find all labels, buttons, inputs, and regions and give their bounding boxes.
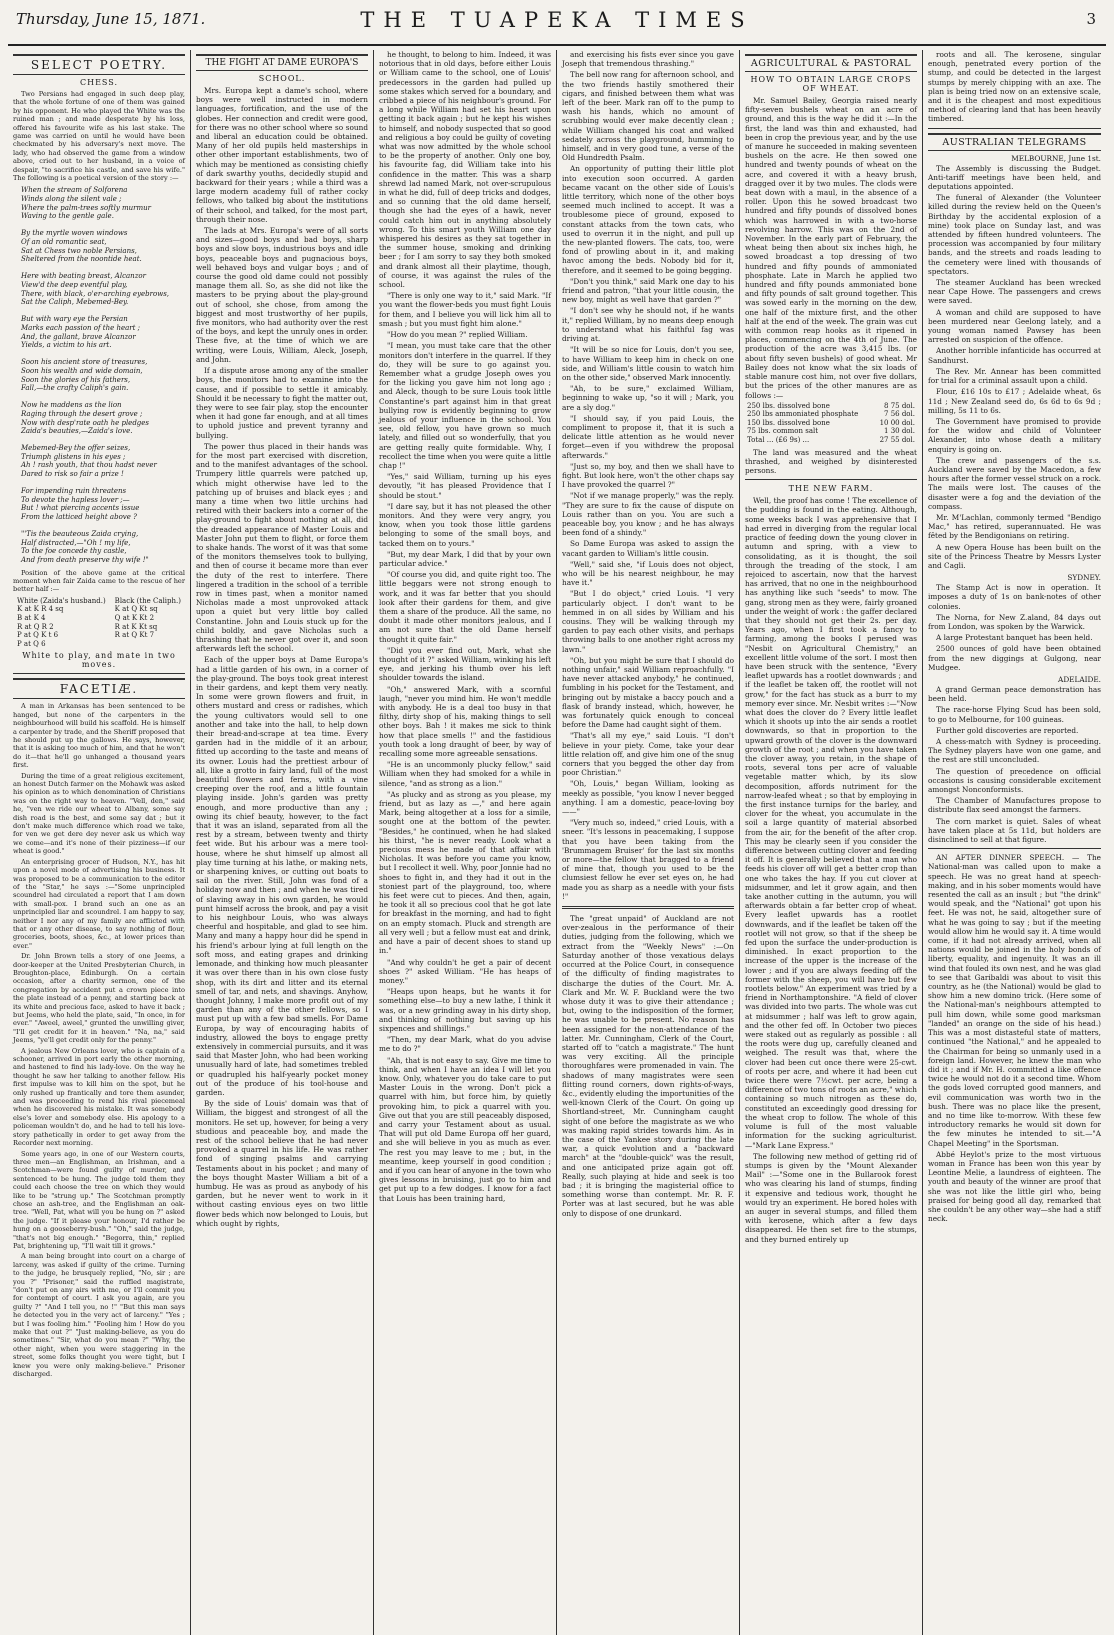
cost-cell: 10 00 dol. [879,418,915,427]
poem-line: From the latticed height above ? [21,513,137,522]
black-move: Q at K Kt 2 [114,614,155,622]
paragraph: "Did you ever find out, Mark, what she thought of it ?" asked William, winking his left eye, and jerking his thumb over his left shoulder towards the island. [379,645,551,683]
paragraph: The land was measured and the wheat thrashed, and weighed by disinterested persons. [745,447,917,476]
poem-title: CHESS. [79,78,118,87]
poem-line: Fall,—the crafty Caliph's gain. [21,384,129,393]
poem-line: And from death preserve thy wife !" [21,556,149,564]
wheat-article-end [745,448,917,476]
fight-article [196,86,368,1228]
poem-line: Marks each passion of the heart ; [21,323,141,332]
paragraph: "Don't you think," said Mark one day to his friend and patron, "that your little cousin, the new boy, might as well have that garden ?" [562,276,734,305]
paragraph: he thought, to belong to him. Indeed, it was notorious that in old days, before either Louis or William came to the school, one of Louis' predecessors in the garden had pulled up some stakes which served for a boundary, and cribbed a piece of his neighbour's ground. For a long while William had set his heart upon getting it back again ; but he kept his wishes to himself, and nobody suspected that so good and religious a boy could be guilty of coveting what was now admitted by the whole school to be the property of another. Only one boy, his favourite fag, did William take into his confidence in the matter. This was a sharp shrewd lad named Mark, not over-scrupulous in what he did, full of deep tricks and dodges, and so cunning that the old dame herself, though she had the eyes of a hawk, never could catch him out in anything absolutely wrong. To this smart youth William one day whispered his desires as they sat together in the summer house, smoking and drinking beer ; for I am sorry to say they both smoked and drank almost all their playtime, though, of course, it was against the rules of the school. [379,50,551,290]
adelaide-dateline: ADELAIDE. [1058,674,1101,684]
masthead [8,0,1106,46]
white-move: K at K R 4 sq [17,605,64,614]
paragraph: "Just so, my boy, and then we shall have to fight. But look here, won't the other chaps say I have provoked the quarrel ?" [562,461,734,490]
manure-costs-table [745,402,917,445]
fight-article-continued [379,50,551,1203]
paragraph: Mr. Samuel Bailey, Georgia raised nearly fifty-seven bushels wheat on an acre of ground, and this is the way he did it :—In the first, the land was thin and exhausted, had been in crop the previous year, and by the use of manure he succeeded in making seventeen bushels on the acre. He then sowed one hundred and twenty pounds of wheat on the acre, and covered it with a heavy brush, dragged over it by two mules. The clods were beat down with a maul, in the absence of a roller. Upon this he sowed broadcast two hundred and fifty pounds of dissolved bones which was harrowed in with a two-horse revolving harrow. This was on the 2nd of November. In the early part of February, the wheat being then about six inches high, he sowed broadcast a top dressing of two hundred and fifty pounds of ammoniated phosphate. Late in March he applied two hundred and fifty pounds ammoniated bone and fifty pounds of salt ground together. This was sowed early in the morning on the dew, one half of the mixture first, and the other half at the end of the week. The grain was cut with common reap hooks as it ripened in places, commencing on the 4th of June. The production of the acre was 3,415 lbs. (or about fifty seven bushels) of good wheat. Mr Bailey does not know what the six loads of stable manure cost him, not over five dollars, but the prices of the other manures are as follows :— [745,96,917,400]
poem-line: Here with beating breast, Alcanzor [21,272,146,281]
poem-line: Raging through the desert grove ; [21,409,143,418]
telegram-item: The Government have promised to provide for the widow and child of Volunteer Alexander, into whose death a military enquiry is going on. [928,416,1101,454]
cost-cell: 7 56 dol. [884,410,915,419]
paragraph: "Well," said she, "if Louis does not object, who will be his nearest neighbour, he may have it." [562,559,734,588]
table-row [745,436,917,445]
paragraph: Each of the upper boys at Dame Europa's had a little garden of his own, in a corner of the play-ground. The boys took great interest in their gardens, and kept them very neatly. In some were grown flowers and fruit, in others mustard and cress or radishes, which the young cultivators would sell to one another and take into the hall, to help down their bread-and-scrape at tea time. Every garden had in the middle of it an arbour, fitted up according to the taste and means of its owner. Louis had the prettiest arbour of all, like a grotto in fairy land, full of the most beautiful flowers and ferns, with a vine creeping over the roof, and a little fountain playing inside. John's garden was pretty enough, and more productive than any ; owing its chief beauty, however, to the fact that it was an island, separated from all the rest by a stream, between twenty and thirty feet wide. But his arbour was a mere tool-house, where he shut himself up almost all play time turning at his lathe, or making nets, or sharpening knives, or cutting out boats to sail on the river. Still, John was fond of a holiday now and then ; and when he was tired of slaving away in his own garden, he would punt himself across the brook, and pay a visit to his neighbour Louis, who was always cheerful and hospitable, and glad to see him. Many and many a happy hour did he spend in his friend's arbour lying at full length on the soft moss, and eating grapes and drinking lemonade, and thinking how much pleasanter it was over there than in his own close fusty shop, with its dirt and litter and its eternal smell of tar, and nets, and shavings. Anyhow, thought Johnny, I make more profit out of my garden than any of the other fellows, so I must put up with a few bad smells. For Dame Europa, by way of encouraging habits of industry, allowed the boys to engage pretty extensively in commercial pursuits, and it was said that Master John, who had been working unusually hard of late, had sometimes trebled or quadrupled his half-yearly pocket money out of the produce of his tool-house and garden. [196,655,368,1097]
poem-line: Sheltered from the noontide heat. [21,255,142,264]
telegram-item: A woman and child are supposed to have been murdered near Geelong lately, and a young woman named Pawsey has been arrested on suspicion of the offence. [928,307,1101,345]
black-moves [115,605,181,648]
paragraph: The power thus placed in their hands was for the most part exercised with discretion, and to the manifest advantages of the school. Trumpery little quarrels were patched up, which might otherwise have led to the patching up of bruises and black eyes ; and many a time when two little urchins had retired with their backers into a corner of the play-ground to fight about nothing at all, did the dreaded appearance of Master Louis and Master John put them to flight, or force them to shake hands. The worst of it was that some of the monitors themselves took to bullying, and then of course it became more than ever the duty of the rest to interfere. There lingered a tradition in the school of a terrible row in times past, when a monitor named Nicholas made a most unprovoked attack upon a quiet but very little boy called Constantine. John and Louis stuck up for the child boldly, and gave Nicholas such a thrashing that he never got over it, and soon afterwards left the school. [196,441,368,654]
paragraph: "Very much so, indeed," cried Louis, with a sneer. "It's lessons in peacemaking, I suppose that you have been taking from the 'Brummagem Bruiser' for the last six months or more—the fellow that bragged to a friend of mine that, though you used to be the clumsiest fellow he ever set eyes on, he had made you as sharp as a needle with your fists !" [562,818,734,901]
telegram-item: The steamer Auckland has been wrecked near Cape Howe. The passengers and crews were saved. [928,278,1101,306]
black-move: K at Q Kt sq [114,605,158,614]
poem-line: But with wary eye the Persian [21,315,128,324]
facetiae-item: Dr. John Brown tells a story of one Jeems, a door-keeper at the United Presbyterian Church, in Broughton-place, Edinburgh. On a certain occasion, after a charity sermon, one of the congregation by accident put a crown piece into the plate instead of a penny, and starting back at its white and precious face, asked to have it back ; but Jeems, who held the plate, said, "In once, in for ever." "Aweel, aweel," grunted the unwilling giver, "I'll get credit for it in heaven." "Na, na," said Jeems, "ye'll get credit only for the penny." [13,952,185,1045]
paragraph: "I should say, if you paid Louis, the compliment to propose it, that it is such a delicate little attention as he would never forget—even if you withdrew the proposal afterwards." [562,413,734,460]
paragraph: The following new method of getting rid of stumps is given by the "Mount Alexander Mail" :—"Some one in the Bullarook forest who was clearing his land of stumps, finding it expensive and tedious work, thought he would try an experiment. He bored holes with an auger in several stumps, and filled them with kerosene, which after a few days disappeared. He then set fire to the stumps, and they burned entirely up [745,1151,917,1244]
paragraph: "Ah, that is not easy to say. Give me time to think, and when I have an idea I will let you know. Only, whatever you do take care to put Master Louis in the wrong. Don't pick a quarrel with him, but force him, by quietly provoking him, to pick a quarrel with you. Give out that you are still peaceably disposed, and carry your Testament about as usual. That will put old Dame Europa off her guard, and she will believe in you as much as ever. The rest you may leave to me ; but, in the meantime, keep yourself in good condition ; and if you can hear of anyone in the town who gives lessons in bruising, just go to him and get put up to a few dodges. I know for a fact that Louis has been training hard, [379,1055,551,1203]
item-cell: 250 lbs. dissolved bone [747,401,830,410]
paragraph: "That's all my eye," said Louis. "I don't believe in your piety. Come, take your dear little relation off, and give him one of the snug corners that you begged the other day from poor Christian." [562,731,734,778]
paragraph: "He is an uncommonly plucky fellow," said William when they had smoked for a while in silence, "and as strong as a lion." [379,760,551,788]
chess-result: White to play, and mate in two moves. [22,651,176,670]
new-farm-article [745,496,917,1243]
poem-line [21,436,185,445]
paragraph: Well, the proof has come ! The excellence of the pudding is found in the eating. Although, some weeks back I was apprehensive that I had erred in diverging from the regular local practice of feeding down the young clover in autumn and spring, with a view to consolidating, as it is thought, the soil through the treading of the stock, I am rejoiced to ascertain, now that the harvest has arrived, that no one in the neighbourhood has anything like such "seeds" to mow. The gang, strong men as they were, fairly groaned under the weight of work : the gaffer declared that they should not get their 2s. per day. Years ago, when I first took a fancy to farming, among the books I perused was "Nesbit on Agricultural Chemistry," an excellent little volume of the sort. I most then have been struck with the sentence, "Every leaflet upwards has a rootlet downwards ; and if the leaflet be taken off, the rootlet will not grow," for the fact has stuck as a burr to my memory ever since. Mr. Nesbit writes :—"Now what does the clover do ? Every little leaflet which it shoots up into the air sends a rootlet downwards, so that in proportion to the upward growth of the clover is the downward growth of the root ; and when you have taken the clover away, you retain, in the shape of roots, several tons per acre of valuable vegetable matter which, by its slow decomposition, affords nutriment for the narrow-leafed wheat ; so that by employing in the first instance turnips for the barley, and clover for the wheat, you accumulate in the soil a large quantity of material absorbed from the air, for the benefit of the after crop. This may be clearly seen if you consider the difference between cutting clover and feeding it off. It is generally believed that a man who feeds his clover off will get a better crop than one who takes the hay. If you cut clover at midsummer, and let it grow again, and then take another cutting in the autumn, you will afterwards obtain a far better crop of wheat. Every leaflet upwards has a rootlet downwards, and if the leaflet be taken off the rootlet will not grow, so that if the sheep be fed upon the surface the under-production is diminished. In exact proportion to the increase of the upper is the increase of the lower ; and if you are always feeding off the former with the sheep, you will have but few rootlets below." An experiment was tried by a friend in Northamptonshire. "A field of clover was divided into two parts. The whole was cut at midsummer ; half was left to grow again, and the other fed off. In October two pieces were staked out as regularly as possible : all the roots were dug up, carefully cleaned and weighed. The result was that, where the clover had been cut once there were 25-cwt. of roots per acre, and where it had been cut twice there were 7½cwt. per acre, being a difference of two tons of roots an acre," which containing so much nitrogen as these do, constituted an exceedingly good dressing for the wheat crop to follow. The whole of this volume is full of the most valuable information for the sucking agriculturist.—"Mark Lane Express." [745,496,917,1150]
agricultural-heading: AGRICULTURAL & PASTORAL [745,54,917,72]
black-move: R at Q Kt 7 [114,631,155,640]
telegram-item: The question of precedence on official occasions is causing considerable excitement amongst Nonconformists. [928,766,1101,795]
table-row [745,427,917,436]
columns [8,50,1106,1635]
poem-line: Soon the glories of his fathers, [21,375,131,384]
facetiae-heading: FACETIÆ. [13,678,185,699]
stumps-article-end [928,50,1101,124]
newspaper-title: THE TUAPEKA TIMES [360,8,754,32]
poem-line: By the myrtle woven windows [21,229,128,238]
paragraph: "And why couldn't he get a pair of decent shoes ?" asked William. "He has heaps of money." [379,957,551,985]
poem-line [21,307,185,316]
poem-line: Waving to the gentle gale. [21,212,114,221]
telegram-item: A large Protestant banquet has been held. [936,633,1093,643]
paragraph: "But I do object," cried Louis. "I very particularly object. I don't want to be hemmed in on all sides by William and his cousins. They will be walking through my garden to pay each other visits, and perhaps throwing balls to one another right across my lawn." [562,589,734,654]
column-5 [740,50,923,1635]
item-cell: 150 lbs. dissolved bone [747,418,830,427]
poem-line: Now with desp'rate oath he pledges [21,418,150,427]
paragraph: The lads at Mrs. Europa's were of all sorts and sizes—good boys and bad boys, sharp boys and slow boys, industrious boys and idle boys, peaceable boys and pugnacious boys, well behaved boys and vulgar boys ; and of course the good old dame could not possibly manage them all. So, as she did not like the masters to be prying about the play-ground out of school, she chose, from among the biggest and most trustworthy of her pupils, five monitors, who had authority over the rest of the boys, and kept the unruly ones in order. These five, at the time of which we are writing, were Louis, William, Aleck, Joseph, and John. [196,226,368,364]
paragraph: "Oh, but you might be sure that I should do nothing unfair," said William reproachfully. "I have never attacked anybody," he continued, fumbling in his pocket for the Testament, and bringing out by mistake a baccy pouch and a flask of brandy instead, which, however, he was fortunately quick enough to conceal before the Dame had caught sight of them. [562,655,734,730]
page-number: 3 [1086,10,1096,28]
item-cell: 75 lbs. common salt [747,427,819,436]
telegram-item: The Stamp Act is now in operation. It imposes a duty of 1s on bank-notes of other colonies. [928,583,1101,611]
after-dinner-speech-article [928,853,1101,1223]
poem-line: Triumph glistens in his eyes ; [21,452,126,461]
adelaide-telegrams [928,685,1101,844]
poem-line [21,221,185,230]
table-row [745,402,917,411]
poem-line: To devote the hapless lover ;— [21,495,130,504]
white-move: R at Q R 2 [17,622,54,631]
poem-line: And, the gallant, brave Alcanzor [21,332,136,341]
telegram-item: A chess-match with Sydney is proceeding. The Sydney players have won one game, and the rest are still unconcluded. [928,737,1101,765]
cost-cell: 1 30 dol. [884,427,915,436]
column-6 [923,50,1106,1635]
telegram-item: A new Opera House has been built on the site of the Princess Theatre by Messrs Lyster and Cagli. [928,542,1101,570]
paragraph: "How do you mean ?" replied William. [387,330,528,340]
new-farm-subheading: THE NEW FARM. [788,484,874,494]
paragraph: "It will be so nice for Louis, don't you see, to have William to keep him in check on one side, and William's little cousin to watch him on the other side," observed Mark innocently. [562,345,734,382]
telegram-item: A grand German peace demonstration has been held. [928,684,1101,704]
telegram-item: The crew and passengers of the s.s. Auckland were saved by the Macedon, a few hours after the former vessel struck on a rock. The mails were lost. The causes of the disaster were a fog and the deviation of the compass. [928,455,1101,511]
poem-line: When the stream of Solforena [21,186,128,195]
sydney-telegrams [928,583,1101,672]
facetiae-item: During the time of a great religious excitement, an honest Dutch farmer on the Mohawk was asked his opinion as to which denomination of Christians was on the right way to heaven. "Vell, den," said he, "ven we ride our wheat to Albany, some say dish road is the best, and some say dat ; but it don't make much difference which road we take, for ven we get dere dey never ask us which way we come—and it's none of their pizziness—if our wheat is good." [13,771,185,856]
poem-intro: Two Persians had engaged in such deep play, that the whole fortune of one of them was gained by his opponent. He who played the White was the ruined man ; and made desperate by his loss, offered his favourite wife as his last stake. The game was carried on until he would have been checkmated by his adversary's next move. The lady, who had observed the game from a window above, cried out to her husband, in a voice of despair, "to sacrifice his castle, and save his wife." The following is a poetical version of the story :— [13,90,185,183]
poem-line: "'Tis the beauteous Zaida crying, [21,530,139,539]
poem-line: Of an old romantic seat, [21,238,107,247]
poem-line: Sat at Chess two noble Persians, [21,246,137,255]
chess-position [17,597,181,649]
paragraph: If a dispute arose among any of the smaller boys, the monitors had to examine into the cause, and if possible to settle it amicably. Should it be necessary to fight the matter out, they were to see fair play, stop the encounter when it had gone far enough, and at all times to uphold justice and prevent tyranny and bullying. [196,366,368,440]
paragraph: "I dare say, but it has not pleased the other monitors. And they were very angry, you know, when you took those little gardens belonging to some of the small boys, and tacked them on to yours." [379,501,551,548]
select-poetry-heading: SELECT POETRY. [13,54,185,75]
poem-line: Zaida's beauties,—Zaida's love. [21,427,133,436]
poem-line: Ah ! rash youth, that thou hadst never [21,461,157,470]
telegram-item: The Assembly is discussing the Budget. Anti-tariff meetings have been held, and deputations appointed. [928,163,1101,192]
paragraph: The "great unpaid" of Auckland are not over-zealous in the performance of their duties, judging from the following, which we extract from the "Weekly News" :—On Saturday another of those vexatious delays occurred at the Police Court, in consequence of the difficulty of finding magistrates to discharge the duties of the Court. Mr. A. Clark and Mr. W. F. Buckland were the two whose duty it was to give their attendance ; but, owing to the indisposition of the former, he was unable to be present. No reason has been assigned for the non-attendance of the latter. Mr. Cunningham, Clerk of the Court, started off to "catch a magistrate." The hunt was very exciting. All the principle thoroughfares were promenaded in vain. The shadows of many magistrates were seen flitting round corners, down rights-of-ways, &c., evidently eluding the importunities of the well-known Clerk of the Court. On going up Shortland-street, Mr. Cunningham caught sight of one before the magistrate as we who was making rapid strides towards him. As in the case of the Yankee story during the late war, a quick evolution and a "backward march" at the "double-quick" was the result, and one anticipated prize again got off. Really, such playing at hide and seek is too bad ; it is bringing the magisterial office to something worse than contempt. Mr. R. F. Porter was at last secured, but he was able only to dispose of one drunkard. [562,914,734,1218]
poem-line: Where the palm-trees softly murmur [21,203,152,212]
white-move: B at K 4 [17,614,46,622]
telegram-item: The Rev. Mr. Annear has been committed for trial for a criminal assault upon a child. [928,366,1101,386]
white-move: P at Q 6 [17,639,46,648]
telegram-item: The race-horse Flying Scud has been sold, to go to Melbourne, for 100 guineas. [928,705,1101,724]
poem-line: Soon his wealth and wide domain, [21,366,143,375]
paragraph: "Of course you did, and quite right too. The little beggars were not strong enough to work, and it was far better that you should look after their gardens for them, and give them a share of the produce. All the same, no doubt it made other monitors jealous, and I am not sure that the old Dame herself thought it quite fair." [379,570,551,644]
poem-line: For impending ruin threatens [21,487,127,496]
fight-article-conclusion [562,50,734,901]
facetiae-item: An enterprising grocer of Hudson, N.Y., has hit upon a novel mode of advertising his business. It was proposed to be a communication to the editor of the "Star," he says :—"Some unprincipled scoundrel had circulated a report that I am down with small-pox. I brand such an one as an unprincipled liar and scoundrel. I am happy to say, neither I nor any of my family are afflicted with that or any other disease, to say nothing of flour, groceries, boots, shoes, &c., at lower prices than ever." [13,857,185,950]
poem-line: Sat the Caliph, Mebemed-Bey. [21,298,129,307]
paragraph: "Then, my dear Mark, what do you advise me to do ?" [379,1035,551,1054]
paragraph: "I don't see why he should not, if he wants it," replied William, by no means deep enough to understand what his faithful fag was driving at. [562,306,734,344]
wheat-article [745,96,917,400]
paragraph: So Dame Europa was asked to assign the vacant garden to William's little cousin. [562,539,734,558]
paragraph: "There is only one way to it," said Mark. "If you want the flower-beds you must fight Louis for them, and I believe you will lick him all to smash ; but you must fight him alone." [379,291,551,328]
poem-line: There, with black, o'er-arching eyebrows, [21,289,170,298]
column-3 [374,50,557,1635]
paragraph: "Heaps upon heaps, but he wants it for something else—to buy a new lathe, I think it was, or a new grinding away in his dirty shop, and thinking of nothing but saving up his sixpences and shillings." [379,987,551,1033]
chess-position-note: Position of the above game at the critical moment when fair Zaida came to the rescue of her better half :— [13,568,185,594]
poem-line [21,264,185,273]
cost-cell: 8 75 dol. [884,401,915,410]
telegram-item: The corn market is quiet. Sales of wheat have taken place at 5s 11d, but holders are disinclined to sell at that figure. [928,816,1101,845]
item-cell: Total ... (£6 9s) ... [747,436,810,445]
paragraph: AN AFTER DINNER SPEECH. — The National-man was called upon to make a speech. He was no great hand at speech-making, and in his sober moments would have resented the call as an insult ; but "the drink" would speak, and the "National" got upon his feet. He was not, he said, altogether sure of what he was going to say ; but if the meeting would allow him he would say it. A time would come, if it had not already arrived, when all nations would be joined in the holy bonds of liberty, equality, and ingenuity. It was an ill wind that fouled its own nest, and he was glad to see that Garibaldi was about to visit this country, as he (the National) would be glad to show him a new domino trick. (Here some of the National-man's neighbours attempted to pull him down, while some good marksman "landed" an orange on the side of his head.) This was a most distasteful state of matters, continued "the National," and he appealed to the Chairman for being so unmanly used in a foreign land. However, he knew the man who did it ; and if Mr. H. committed a like offence twice he would not do it a second time. Whom the gods loved corrupted good manners, and evil communication was worth two in the bush. There was no place like the present, and no time like to-morrow. With these few introductory remarks he would sit down for the few minutes he intended to sit.—"A Chapel Meeting" in the Sportsman. [928,853,1101,1148]
sydney-dateline: SYDNEY. [1067,573,1101,583]
auckland-magistrates-article [562,914,734,1218]
telegram-item: 2500 ounces of gold have been obtained from the new diggings at Gulgong, near Mudgee. [928,644,1101,672]
telegram-item: Further gold discoveries are reported. [936,725,1079,735]
telegrams-heading: AUSTRALIAN TELEGRAMS [928,133,1101,151]
poem-line [21,522,185,531]
poem-line: View'd the deep eventful play, [21,281,128,289]
melbourne-dateline: MELBOURNE, June 1st. [1011,153,1101,163]
telegram-item: The funeral of Alexander (the Volunteer killed during the review held on the Queen's Birthday by the accidental explosion of a mine) took place on Sunday last, and was attended by fifteen hundred volunteers. The procession was accompanied by four military bands, and the streets and roads leading to the cemetery were lined with thousands of spectators. [928,193,1101,276]
paragraph: "As plucky and as strong as you please, my friend, but as lazy as —," and here again Mark, being altogether at a loss for a simile, sought one at the bottom of the pewter. "Besides," he continued, when he had slaked his thirst, "he is never ready. Look what a precious mess he made of that affair with Nicholas. It was before you came you know, but I recollect it well. Why, poor Jonnie had no shoes to fight in, and they had it out in the stoniest part of the playground, too, where his feet were cut to pieces. And then, again, he took it all so precious cool that he got late for breakfast in the morning, and had to fight on an empty stomach. Pluck and strength are all very well ; but a fellow must eat and drink, and have a pair of decent shoes to stand up in." [379,789,551,956]
facetiae-item: A man being brought into court on a charge of larceny, was asked if guilty of the crime. Turning to the judge, he brusquely replied, "No, sir ; are you ?" "Prisoner," said the ruffled magistrate, "don't put on any airs with me, or I'll commit you for contempt of court. I ask you again, are you guilty ?" "And I tell you, no !" "But this man says he detected you in the very act of larceny." "Yes ; but I was fooling him." "Fooling him ! How do you make that out ?" "Just making-believe, as you do sometimes." "Sir, what do you mean ?" "Why, the other night, when you were staggering in the street, some folks thought you were tight, but I knew you were only making-believe." Prisoner discharged. [13,1252,185,1379]
paragraph: Mrs. Europa kept a dame's school, where boys were well instructed in modern languages, fortification, and the use of the globes. Her connection and credit were good, for there was no other school where so sound and liberal an education could be obtained. Many of her old pupils held masterships in other other important establishments, two of which may be mentioned as consisting chiefly of dark swarthy youths, decidedly stupid and backward for their years ; while a third was a large modern academy full of rather cocky fellows, who talked big about the institutions of their school, and talked, for the most part, through their nose. [196,86,368,224]
poem-line: Soon his ancient store of treasures, [21,358,148,367]
telegram-item: Flour, £16 10s to £17 ; Adelaide wheat, 6s 11d ; New Zealand seed do, 6s 6d to 6s 9d ; milling, 5s 11 to 6s. [928,387,1101,415]
black-move: R at K Kt sq [114,622,158,631]
poem-line [21,350,185,359]
facetiae-item: A man in Arkansas has been sentenced to be hanged, but none of the carpenters in the neighbourhood will build his scaffold. He is himself a carpenter by trade, and the Sheriff proposed that he should put up the gallows. He says, however, that it is asking too much of him, and that he won't do it—that he'll go unhanged a thousand years first. [13,702,185,770]
telegram-item: The Chamber of Manufactures propose to distribute flax seed amongst the farmers. [928,796,1101,815]
paragraph: "Not if we manage properly," was the reply. "They are sure to fix the cause of dispute on Louis rather than on you. You are such a peaceable boy, you know ; and he has always been fond of a shindy." [562,491,734,538]
paragraph: "I mean, you must take care that the other monitors don't interfere in the quarrel. If they do, they will be sure to go against you. Remember what a grudge Joseph owes you for the licking you gave him not long ago ; and Aleck, though to be sure Louis took little Constantine's part against him in that great bullying row is evidently beginning to grow jealous of your influence in the school. You see, old fellow, you have grown so much lately, and filled out so wonderfully, that you are getting really quite formidable. Why, I recollect the time when you were quite a little chap !" [379,341,551,470]
poem-line: Winds along the silent vale ; [21,195,122,204]
poem-line: But ! what piercing accents issue [21,504,140,513]
black-label: Black (the Caliph.) [114,596,181,605]
poem-line [21,393,185,402]
column-1 [8,50,191,1635]
fight-heading: THE FIGHT AT DAME EUROPA'S [196,54,368,71]
column-2 [191,50,374,1635]
poem-line: Now he maddens as the lion [21,401,122,410]
paragraph: The bell now rang for afternoon school, and the two friends hastily smothered their cigars, and finished between them what was left of the beer. Mark ran off to the pump to wash his hands, which no amount of scrubbing would ever make decently clean ; while William changed his coat and walked sedately across the playground, humming to himself, and in very good tune, a verse of the Old Hundredth Psalm. [562,70,734,163]
paragraph: "Oh, Louis," began William, looking as meekly as possible, "you know I never begged anything. I am a domestic, peace-loving boy——" [562,779,734,817]
issue-date: Thursday, June 15, 1871. [16,10,206,28]
paragraph: By the side of Louis' domain was that of William, the biggest and strongest of all the monitors. He set up, however, for being a very studious and peaceable boy, and made the rest of the school believe that he had never provoked a quarrel in his life. He was rather fond of singing psalms and carrying Testaments about in his pocket ; and many of the boys thought Master William a bit of a humbug. He was as proud as anybody of his garden, but he never went to work in it without casting envious eyes on two little flower beds which now belonged to Louis, but which ought by rights, [196,1099,368,1228]
black-move [115,640,181,649]
telegram-item: The Norna, for New Z.aland, 84 days out from London, was spoken by the Warwick. [928,612,1101,631]
telegram-item: Mr. M'Lachlan, commonly termed "Bendigo Mac," has retired, superannuated. He was fêted by the Bendigonians on retiring. [928,512,1101,541]
wheat-subheading: HOW TO OBTAIN LARGE CROPS OF WHEAT. [750,75,912,93]
item-cell: 250 lbs ammoniated phosphate [747,410,859,419]
paragraph: "Yes," said William, turning up his eyes devoutly, "it has pleased Providence that I should be stout." [379,472,551,500]
fight-subheading: SCHOOL. [258,74,306,83]
table-row [745,419,917,428]
paragraph: An opportunity of putting their little plot into execution soon occurred. A garden became vacant on the other side of Louis's little territory, which none of the other boys seemed much inclined to accept. It was a troublesome piece of ground, exposed to constant attacks from the town cats, who used to overrun it in the night, and pull up the new-planted flowers. The cats, too, were fond of prowling about in it, and making havoc among the beds. Nobody bid for it, therefore, and it seemed to be going begging. [562,164,734,275]
paragraph: Abbé Heylot's prize to the most virtuous woman in France has been won this year by Leontine Melie, a laundress of eighteen. The youth and beauty of the winner are proof that she was not like the little girl who, being praised for being good all day, remarked that she couldn't be any other way—she had a stiff neck. [928,1149,1101,1224]
poem-line: Dared to risk so fair a prize ! [21,470,124,479]
paragraph: roots and all. The kerosene, singular enough, penetrated every portion of the stump, and could be detected in the largest stumps by merely chipping with an axe. The plan is being tried now on an extensive scale, and it is the cheapest and most expeditious method of clearing land that has been heavily timbered. [928,50,1101,124]
white-move: P at Q K t 6 [17,631,59,640]
poem-line [21,479,185,488]
facetiae-item: A jealous New Orleans lover, who is captain of a schooner, arrived in port early the other morning, and hastened to find his lady-love. On the way he thought he saw her talking to another fellow. His first impulse was to kill him on the spot, but he only rushed up frantically and tore them asunder, and was proceeding to rend his rival piecemeal when he discovered his mistake. It was somebody else's lover and somebody else. His apology to a policeman wouldn't do, and he had to tell his love-story pathetically in order to get away from the Recorder next morning. [13,1046,185,1148]
telegram-item: Another horrible infanticide has occurred at Sandhurst. [928,346,1101,365]
poem-line: To the foe concede thy castle, [21,547,127,556]
poem-line: Mebemed-Bey the offer seizes, [21,444,131,453]
cost-cell: 27 55 dol. [879,436,915,445]
paragraph: and exercising his fists ever since you gave Joseph that tremendous thrashing." [562,50,734,69]
paragraph: "Ah, to be sure," exclaimed William, beginning to wake up, "so it will ; Mark, you are a sly dog." [562,384,734,412]
white-moves [17,605,106,648]
poem-line: Half distracted,—"Oh ! my life, [21,538,131,547]
table-row [745,410,917,419]
facetiae-articles [13,702,185,1378]
poem-line: Yields, a victim to his art. [21,341,112,350]
column-4 [557,50,740,1635]
paragraph: "Oh," answered Mark, with a scornful laugh, "never you mind him. He won't meddle with anybody. He is a deal too busy in that filthy, dirty shop of his, making things to sell other boys. Bah ! it makes me sick to think how that place smells !" and the fastidious youth took a long draught of beer, by way of recalling some more agreeable sensations. [379,684,551,759]
facetiae-item: Some years ago, in one of our Western courts, three men—an Englishman, an Irishman, and a Scotchman—were found guilty of murder, and sentenced to be hung. The judge told them they could each choose the tree on which they would like to be "strung up." The Scotchman promptly chose an ash-tree, and the Englishman an oak-tree. "Well, Pat, what will you be hung on ?" asked the judge. "If it please your honour, I'd rather be hung on a gooseberry-bush." "Oh," said the judge, "that's not big enough." "Begorra, thin," replied Pat, brightening up, "I'll wait till it grows." [13,1149,185,1250]
white-label: White (Zaida's husband.) [17,596,106,605]
poem-verses [21,186,185,564]
melbourne-telegrams [928,164,1101,571]
paragraph: "But, my dear Mark, I did that by your own particular advice." [379,549,551,568]
